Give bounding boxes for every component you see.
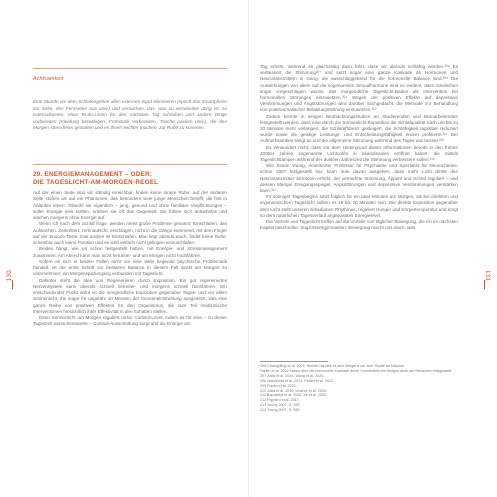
paragraph: Wie Simon Young, emeritierter Professor für Psychiatrie und Spezialist für Neurochemie, schon 2007 festgestellt hat, kann man davon ausgehen, dass mehr Licht direkt den Neurotransmitter Serotonin erhöht, der vermehrte Stimmung, Appetit und Schlaf reguliert – und dessen Mangel Erregungsspiegel, Angststörungen und depressive Verstimmungen verstärken kann.²¹⁴ [260,163,458,194]
page-number-bar [484,280,485,289]
tip-label: Achtsamkeit [33,76,64,82]
footnote: 214 Young 2007, S. 395. [260,408,301,413]
tip-text: Eine Stunde vor dem Schlafengehen allen externen Input eliminieren (sprich das Smartphone zur Seite, den Fernseher aus usw.) und versuchen, das, was zu verarbeiten übrig ist, zu externalisieren, etwa To-do-Listen für den nächsten Tag schreiben und andere Dinge vorbereiten (Kleidung bereitlegen, Frühstück vorbereiten, Tasche packen usw.), die den Morgen stressfreier gestalten und es Ihnen leichter machen, zur Ruhe zu kommen. [33,99,227,131]
section-title-line2: DIE TAGESLICHT-AM-MORGEN-REGEL [33,178,159,186]
section-title-line1: 29. ENERGIEMANAGEMENT – ODER: [33,171,153,178]
paragraph: Denn Sonnenlicht am Morgen reguliert unser Cortisol-Level, indem es für eine – zu dieser Tageszeit wünschenswerte – Cortisol-Ausschüttung sorgt und die Energie am [33,315,227,327]
paragraph: Beides hängt, wie wir schon festgestellt haben, mit Energie- und Stressmanagement zusammen. Am Abend kann man nicht herunter- und am Morgen nicht hochfahren. [33,246,227,258]
footnote: 212 Figueiro et al. 2017. [260,398,300,403]
footnote: 211 Baudzelyt et al. 2020, Xe et al. 2022. [260,393,328,398]
paragraph: Wenn ich nach dem Schlaf frage, werden meist große Probleme genannt: Einschlafen, das Aufwachen. Zerknittert, zerknautscht, erschlagen, nicht in die Gänge kommend, mit dem Finger auf der Snooze-Taste. Das andere ist Einschlafen. Man liegt abends wach, findet keine Ruhe, scheinbar auch keine Position und es wird einfach nicht gelingen einzuschlafen. [33,221,227,245]
footnote: 210 Zalla et al. 2019, Lindner et al. 2020. [260,388,328,393]
footnote: 207 Zalla et al. 2019, Wang et al. 2020. [260,373,325,378]
page-number-left: 130 [6,270,13,282]
footnote: Parikh et al. 2022 haben über die hormonelle Kaskade durch Sonnenlicht am Morgen auch am Menschen festgestellt. [260,368,453,373]
page-number-bar [12,280,13,289]
paragraph: Zudem konnte in einigen Beobachtungsstudien an Studierenden und Büroarbeitenden festgestellt werden, dass eine durch die Sonnenlicht-Exposition die Schlafqualität nach um bis zu 20 Minuten mehr verlängert, die Schlafeffizienz gesteigert, die Schläfrigkeit tagsüber reduziert wurde sowie die geistige Leistungs- und Entscheidungsfähigkeit enorm profitierte.²¹¹ Der Aufmerksamkeit steigt an und die allgemeine Stimmung während des Tages war besser.²¹² [260,113,458,144]
paragraph: Sofern es sich in beiden Fällen nicht um eine tiefer liegende psychische Problematik handelt, ist der erste Schritt zur besseren Balance in diesem Fall direkt am Morgen zu unternehmen: ein Morgenspaziergang verbunden mit Tageslicht. [33,258,227,277]
paragraph: Die Vorteile von Tageslicht treffen auf die Vorteile von täglicher Bewegung, die ich im nächsten Kapitel beschreibe: Zugzimmergymnasten: Bewegung macht uns wach, was [260,219,458,231]
footnote: 209 Parikh et al. 2021. [260,383,297,388]
paragraph: Dahinter steht die Idee von Regenerieren durch Exposition. Ein gut regeneriertes Nervensystem kann abends schnell herunter- und morgens schnell hochfahren. Ein entscheidender Punkt dafür ist die morgendliche Exposition gegenüber Tages- und vor allem Sonnenlicht, the sogar für ungefähr 10 Minuten der Sonneneinstrahlung ausgesetzt, was eine ganze Reihe von positiven Effekten für den Organismus, die zum Teil medizinische Interventionen hinsichtlich ihrer Effektivität in den Schatten stellen. [33,277,227,314]
tip-box [33,68,227,165]
right-body-text [260,64,458,231]
footnote-rule [260,361,328,362]
footnote: 213 Young 2007, S. 395. [260,403,301,408]
page-number-right: 131 [484,270,491,282]
footnote: 208 Nadzenda et al. 2021, Parikh et al. 2022. [260,378,335,383]
paragraph: Es verwundert nicht, dass vor dem Hintergrund dieser Informationen bereits in den frühen 2000er Jahren sogenannte Lichtcafés in Skandinavien eröffnet haben, die mittels Tageslichtlampen während der dunklen Jahreszeit die Stimmung verbessern sollen.²¹³ [260,144,458,163]
left-page [0,0,248,497]
footnotes [260,364,458,413]
paragraph: Tag erhöht, während es gleichzeitig dazu führt, dass wir abends schläfrig werden.²⁰⁶ Es verbessert die Stimmung²⁰⁷ und setzt sogar eine ganze Kaskade an Hormonen und Neurotransmittern in Gang, die ausschlaggebend für die hormonelle Balance sind.²⁰⁸ Die Auswirkungen von allem auf die sogenannten Sexualhormone sind so evident, dass inzwischen sogar vorgeschlagen wurde, das morgendliche Tageslicht-Baden als Intervention bei hormonellen Störungen einzusetzen.²⁰⁹ Wegen der positiven Effekte auf depressive Verstimmungen und Angststörungen wird darüber nachgedacht, die Methode zur Behandlung von posttraumatischer Belastungsstörung einzusetzen.²¹⁰ [260,64,458,113]
left-body-text [33,190,227,328]
section-title [33,171,227,186]
paragraph: Auf der einen Seite sind wir ständig erreichbar, finden keine innere Ruhe, auf der anderen Seite stoßen wir auf ein Phänomen, das besonders viele junge Menschen betrifft, die fest in Abläufen leben: Obwohl sie eigentlich – jung, gesund und ohne familiäre Verpflichtungen – voller Energie sein sollten, erleben sie oft das Gegenteil: Sie fühlen sich antriebslos und wachen morgens ohne Energie auf. [33,190,227,220]
footnote: 206 Chiang/Bog et al. 2022. Hierbei handelt es sich übrigens um eine Studie an Mäusen. [260,364,406,368]
paragraph: Ihr sonniger Tagesbeginn setzt folglich für ein paar Minuten am Morgen, als bei direktem und ergonomischem Tageslicht sollten es 15 bis 20 Minuten sein. Die direkte Exposition gegenüber dem Licht stellt unseren zirkadianen Rhythmus, reguliert Hunger und Körpertemperatur und sorgt so dem natürlichen Tagesverlauf angepasstes Energielevel. [260,194,458,218]
